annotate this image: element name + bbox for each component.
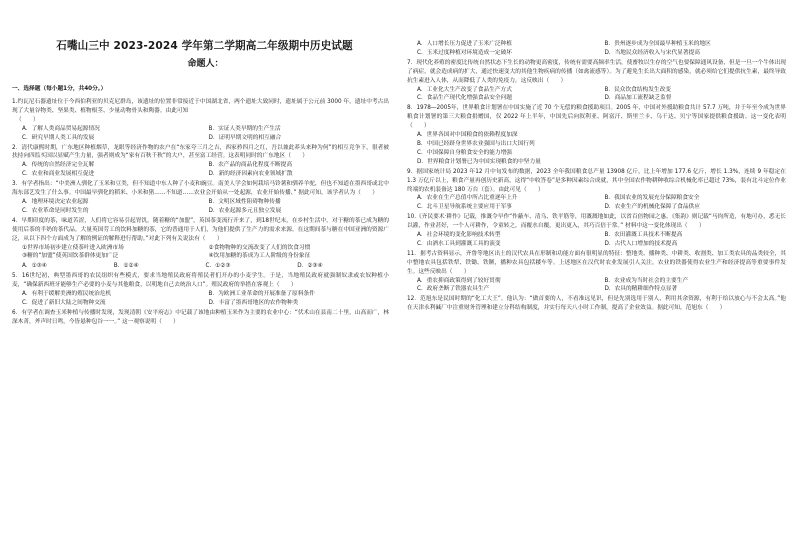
option-list [407,194,786,212]
option: B．民众饮食结构发生改变 [604,86,671,93]
option: C．北斗卫星导航系统主要应用于军事 [417,204,512,211]
option: B．贵州逐步成为全国最早种植玉米的地区 [604,41,711,47]
question [407,40,786,59]
section-title: 一、选择题（每小题1分，共40分。） [12,86,107,92]
option: B．①②④ [113,263,139,270]
question [12,144,389,181]
question [12,98,389,144]
question-stem: 5．16世纪初，典型墨西哥的农民组织有些模式，要求当地殖民政府将殖民者们开办的小麦学生。于是，当地殖民政府就强制奴隶或农奴种植小麦，“确保新西班牙能够生产必要的小麦与其他粮食，以明地自己去统治人口”。殖民政府的举措在客观上（ ） [12,273,389,289]
question-stem: 9．据国家统计局 2023 年12 月中旬发布的数据，2023 全年我国粮食总产量 13908 亿斤，比上年增加 177.6 亿斤，增长 1.3%，连续 9 年稳定在 1.3 万亿斤以上，粮食产量再创历史新高，这得“中收答卷”是多种因素综合成就，其中全国农作物耕种收综合机械化率已超过 73%，装有北斗定位作业终端的农机装备达 180 万台（套）。由此可见（ ） [407,168,786,193]
option: C．玉米过度种植对环境造成一定破坏 [417,49,512,56]
option: A．传统的自然经济完全瓦解 [22,162,95,169]
option: D．证明早期文明的相互融合 [208,134,282,141]
option: C．政府垄断了铁器农具生产 [417,286,490,293]
question [407,213,786,250]
question [12,180,389,217]
answer-blank: （ ） [16,116,39,123]
question-stem: 2．清代康熙时期，广东地区种植烟草，龙眼等经济作物的农户在“东家夸三月之吉，西家矜四月之红，吾以兼此养头来种为何”的相互竞争下，很者被扶持向四监买国以显赋产生力量，强者则成为“家有百秋千秋”的大户，甚至富工经营。这表明同时的广东地区（ ） [12,144,389,160]
option-list [407,40,786,58]
option: D．世界粮食计划署已为中国实现粮食的中坚力量 [417,158,541,165]
option: A．工业化大生产改变了食品生产方式 [417,86,512,93]
option-list [12,290,389,308]
option-list [12,262,389,271]
option: A．重农抑商政策得到了较好贯彻 [417,277,501,284]
option: D．商品加工流程缺乏监督 [604,95,672,102]
option: B．中国已经跻身世界农业强国与出口大国行列 [417,140,535,147]
option: A．人口增长压力促进了玉米广泛种植 [417,41,512,47]
option: D．农业起源多元且独立发展 [208,207,282,214]
option: B．农业成为当时社会的主要生产 [604,277,689,284]
question-stem: 4．早期印度的茶，味道苦涩，人们将它容易引起胃饥。随着糖的“加盟”，英国茶变流行开来了，到18世纪末，在乡村生活中，对于糖的茶已成为糖的使用后茶的半奶的茶代品。大量英国劳工的饮料加糖的茶，它的普通用于人们，为他们提供了生产力的需求来源。在这期间茶与糖在中国亚洲的资源广泛，从以下四个方面成为了解的例证的解释进行帮助。”对此下列有关说法有（ ） [12,217,389,242]
option: A．世界各国对中国粮食的依赖程度加深 [417,132,518,139]
option-list [12,125,389,143]
option-list [407,231,786,249]
question [407,295,786,314]
option: A．有利于缓解美洲的殖民统治危机 [22,291,112,298]
option: D．②③④ [297,263,323,270]
option: ④饮用加糖的茶成为工人阶级的身份象征 [208,253,311,260]
option: A．农业在生产总值中所占比重逐年上升 [417,195,518,202]
option: B．农田灌溉工具技术不断提高 [604,232,683,239]
question-stem: 8．1978—2005年，世界粮食计划署在中国实施了近 70 个无偿的粮食援助项目。2005 年，中国对外援助粮食共计 57.7 万吨，并于年至今成为世界粮食计划署的第三大粮食捐赠国，仅 2022 年上半年，中国先后向叙利亚、阿富汗、斯里兰卡、乌干达、贝宁等国家提供粮食援助。这一变化表明（ ） [407,105,786,130]
question [12,262,389,272]
option: B．实证人类早期的生产生活 [208,125,281,132]
right-question-list [407,40,786,314]
option: C．中国保障自身粮食安全的能力增强 [417,149,512,156]
question-stem: 11．据考古资料显示，齐鲁等地区出土的汉代农具在形制和功能方面有很明显的特征：整地类、播种类、中耕类、收割类、加工类农具的品类较全，其中整地农具包括铁犁、铁锄、铁镢，播种农具包括耧车等。上述地区在汉代时农业发展引人关注，农业的铁器使得农业生产和经济提高等重要事件发生。这些反映出（ ） [407,250,786,275]
option: ①世界市场初步建立使茶叶进入欧洲市场 [22,244,124,251]
option: C．①②③ [205,263,231,270]
option-list [407,86,786,104]
question-stem: 12．范旭东是民国时期的“化工大王”。他认为：“做首要的人，不看准远见识，但是先别选用于别人，利用其余资源，有利于给以放心与不会太高。”他在天津永利碱厂中注重财务管理和建立分科结构制度，并实行每天八小时工作制，提高了企业效益。据此可知，范旭东（ ） [407,296,786,312]
question-stem: 1.约瓦尼石器遗址位于今西伯利亚的贝克尼群岛，该遗址的位置非常接近于中国湖北省，两个遗址大致同时，遗址属于公元前 3000 年，遗址中考古出现了大量谷物类、坚果类、植物根茎、少量动物骨头和陶器。由此可知 [12,99,389,114]
question-stem: 3．有学者指出：“中美洲人驯化了玉米和豆类，但不知道中东人种了小麦和豌豆。南美人学会如何栽培马铃薯和驯养羊驼，但也不知道在墨西哥或北中海东部艺发生了什么事。中国最早驯化的稻米、小米和猪……不知道……农业会开始从一处起源，农业开始传播、” 据此可知，该学者认为（ ） [12,181,389,197]
option-list [12,161,389,179]
option: B．我国农业的发展充分保障粮食安全 [604,195,700,202]
option: C．研究早期人类工具的发展 [22,134,95,141]
question [12,272,389,309]
option-list [407,277,786,295]
option: A．社会环境的变化影响技术转型 [417,232,501,239]
option: B．为欧洲工业革命的开展准备了原料条件 [208,291,315,298]
option: D．农具的精耕细作特点显著 [604,286,678,293]
option: C．农业革命是同时发生的 [22,207,89,214]
option: A．了解人类商品贸易起源情况 [22,125,100,132]
option: D．新的经济因素向农业领域扩散 [208,171,293,178]
option: B．农产品的商品化程度不断提高 [208,162,293,169]
option: C．促进了新旧大陆之间物种交流 [22,299,106,306]
option: B．文明区域性阻碍物种传播 [208,198,281,205]
exam-author: 命题人： [187,59,224,69]
question [407,250,786,296]
option: C．食品生产现代化增强食品安全问题 [417,95,512,102]
option: C．由酒水工具到灌溉工具的演变 [417,240,501,247]
option: ③糖的“加盟”使英国饮茶群体更加广泛 [22,253,119,260]
option: D．古代人口增加的技术提高 [604,240,678,247]
question [407,59,786,105]
option: A．地理环境决定农业起源 [22,198,89,205]
exam-title: 石嘴山三中 2023-2024 学年第二学期高二年级期中历史试题 [56,40,353,52]
option: D．丰富了墨西哥地区的农作物种类 [208,299,299,306]
option-list [407,131,786,167]
question [12,217,389,263]
left-question-list [12,98,389,328]
question-stem: 10.《齐民要术·耕作》记载，推溉令早作“作蔽车、清乌、铁平筋等，用溉溉地如此，以省百倍物园之惠。《集韵》则记载“马钧所造，有地可办，悉无长以灌，作业甚好，一个人可耕作，令童转之，而覆水自覆，更出更入，其巧百倍于常。” 材料中这一变化体现出（ ） [407,214,786,230]
right-column [397,0,794,549]
option-list [12,244,389,262]
option: D．农业生产的机械化保障了食品供应 [604,204,700,211]
option-list [12,198,389,216]
question [12,309,389,328]
question-stem: 7．现代化养殖的密度比传统自然状态下生长的动物更高密度，传统有需要高频率生活，使畜牧以生存的空气也要保障通风设备，但是一旦一个牛体出现了病症，就会造成病的扩大，通过快速变大的其他生物疾病的传播（如禽流感等）。为了避免生长出大面积的感染，就必须给它们提供抗生素，最终导致抗生素进入人体，从而降低了人类的免疫力。这反映出（ ） [407,59,786,84]
option: C．农业和商业发展相互促进 [22,171,95,178]
option: D．当地民众经济收入与宋代显著提高 [604,49,700,56]
question [407,104,786,167]
question [407,168,786,214]
option: ②食物物种的交流改变了人们的饮食习惯 [208,244,311,251]
option: A．①③④ [22,263,47,270]
question-stem: 6．有学者在调查玉米种植与传播时发现，发现清朝《安平府志》中记载了该地由种植玉米作为主要的农业中心：“伏术山在县南二十里，山高而广，林深木菁，斧声时日鸣，今皆悬种包谷一一。” 这一观察说明（ ） [12,309,389,325]
